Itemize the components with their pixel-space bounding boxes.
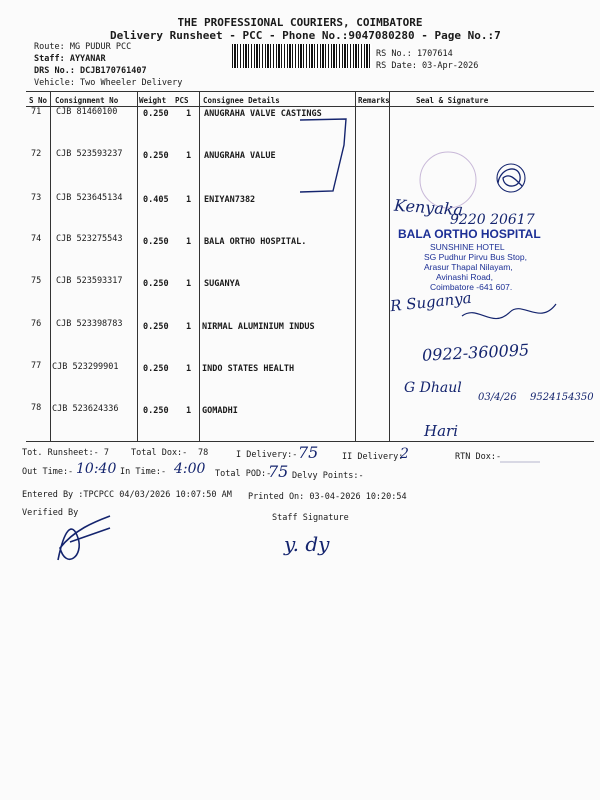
row-weight: 0.405 (143, 195, 169, 205)
runsheet-subtitle: Delivery Runsheet - PCC - Phone No.:9047080280 - Page No.:7 (110, 29, 501, 42)
row-weight: 0.250 (143, 237, 169, 247)
out-time-label: Out Time:- (22, 467, 74, 477)
stamp-hospital-name: BALA ORTHO HOSPITAL (398, 227, 541, 241)
row76-signature (462, 304, 556, 319)
signature-scribble (498, 169, 522, 186)
row-consignee: ENIYAN7382 (204, 195, 256, 205)
row-pcs: 1 (186, 151, 192, 161)
row-consignee: NIRMAL ALUMINIUM INDUS (202, 322, 315, 332)
row-consignee: SUGANYA (204, 279, 240, 289)
delivery-bracket-stroke (300, 119, 346, 192)
row-sno: 73 (31, 193, 42, 203)
total-pod-value: 75 (268, 462, 289, 481)
total-runsheet: Tot. Runsheet:- 7 (22, 448, 109, 458)
staff-label: Staff: AYYANAR (34, 54, 106, 64)
row-consignee: ANUGRAHA VALVE CASTINGS (204, 109, 322, 119)
out-time-value: 10:40 (76, 461, 117, 477)
row-weight: 0.250 (143, 151, 169, 161)
signature-row78: Hari (424, 422, 458, 440)
ii-delivery-label: II Delivery: (342, 452, 404, 462)
stamp-line1: SUNSHINE HOTEL (430, 242, 505, 252)
signature-row73: Kenyaka (393, 195, 464, 220)
stamp-line5: Coimbatore -641 607. (430, 282, 513, 292)
row-weight: 0.250 (143, 279, 169, 289)
row-consignee: ANUGRAHA VALUE (204, 151, 276, 161)
delvy-points-label: Delvy Points:- (292, 471, 364, 481)
company-title: THE PROFESSIONAL COURIERS, COIMBATORE (177, 16, 423, 29)
col-header-consignment: Consignment No (55, 96, 119, 105)
row-sno: 71 (31, 107, 42, 117)
row-weight: 0.250 (143, 322, 169, 332)
row-sno: 77 (31, 361, 42, 371)
row-sno: 78 (31, 403, 42, 413)
col-header-pcs: PCS (175, 96, 189, 105)
total-dox-value: 78 (198, 448, 209, 458)
row-sno: 74 (31, 234, 42, 244)
stamp-line3: Arasur Thapal Nilayam, (424, 262, 513, 272)
row-sno: 75 (31, 276, 42, 286)
row-consignment: CJB 523645134 (56, 193, 123, 203)
phone-row77: 9524154350 (530, 392, 594, 403)
row-consignee: INDO STATES HEALTH (202, 364, 295, 374)
row-consignee: GOMADHI (202, 406, 238, 416)
row-pcs: 1 (186, 322, 192, 332)
col-header-sno: S No (29, 96, 48, 105)
ii-delivery-value: 2 (400, 446, 409, 462)
row-consignee: BALA ORTHO HOSPITAL. (204, 237, 307, 247)
rtn-dox-label: RTN Dox:- (455, 452, 502, 462)
i-delivery-value: 75 (298, 443, 319, 462)
verified-by-label: Verified By (22, 508, 79, 518)
date-row77: 03/4/26 (478, 392, 517, 403)
signature-row77: G Dhaul (404, 380, 462, 396)
row-consignment: CJB 523275543 (56, 234, 123, 244)
row-consignment: CJB 523593237 (56, 149, 123, 159)
col-header-weight: Weight (139, 96, 167, 105)
row-pcs: 1 (186, 237, 192, 247)
rs-number: RS No.: 1707614 (376, 49, 453, 59)
stamp-line2: SG Pudhur Pirvu Bus Stop, (424, 252, 527, 262)
total-pod-label: Total POD:- (215, 469, 272, 479)
printed-on: Printed On: 03-04-2026 10:20:54 (248, 492, 407, 502)
row-pcs: 1 (186, 195, 192, 205)
drs-label: DRS No.: DCJB170761407 (34, 66, 147, 76)
row-pcs: 1 (186, 406, 192, 416)
row-consignment: CJB 523593317 (56, 276, 123, 286)
row-pcs: 1 (186, 364, 192, 374)
col-header-seal: Seal & Signature (416, 96, 489, 105)
row-weight: 0.250 (143, 364, 169, 374)
in-time-value: 4:00 (174, 461, 206, 477)
signature-row75: R Suganya (389, 288, 473, 316)
route-label: Route: MG PUDUR PCC (34, 42, 132, 52)
col-header-remarks: Remarks (358, 96, 390, 105)
staff-signature-label: Staff Signature (272, 513, 349, 523)
in-time-label: In Time:- (120, 467, 167, 477)
rs-date: RS Date: 03-Apr-2026 (376, 61, 479, 71)
row-weight: 0.250 (143, 109, 169, 119)
row-sno: 72 (31, 149, 42, 159)
phone-row76: 0922-360095 (421, 340, 530, 365)
i-delivery-label: I Delivery:- (236, 450, 298, 460)
phone-row73: 9220 20617 (450, 212, 535, 228)
total-dox-label: Total Dox:- (131, 448, 188, 458)
row-sno: 76 (31, 319, 42, 329)
entered-by: Entered By :TPCPCC 04/03/2026 10:07:50 AM (22, 490, 232, 500)
row-consignment: CJB 523299901 (52, 362, 119, 372)
row-pcs: 1 (186, 109, 192, 119)
row-consignment: CJB 523398783 (56, 319, 123, 329)
vehicle-label: Vehicle: Two Wheeler Delivery (34, 78, 183, 88)
stamp-line4: Avinashi Road, (436, 272, 494, 282)
row-consignment: CJB 523624336 (52, 404, 119, 414)
row-weight: 0.250 (143, 406, 169, 416)
verified-by-signature (58, 516, 110, 560)
col-header-consignee: Consignee Details (203, 96, 280, 105)
row-consignment: CJB 81460100 (56, 107, 118, 117)
staff-signature: y. dy (284, 532, 330, 556)
row-pcs: 1 (186, 279, 192, 289)
